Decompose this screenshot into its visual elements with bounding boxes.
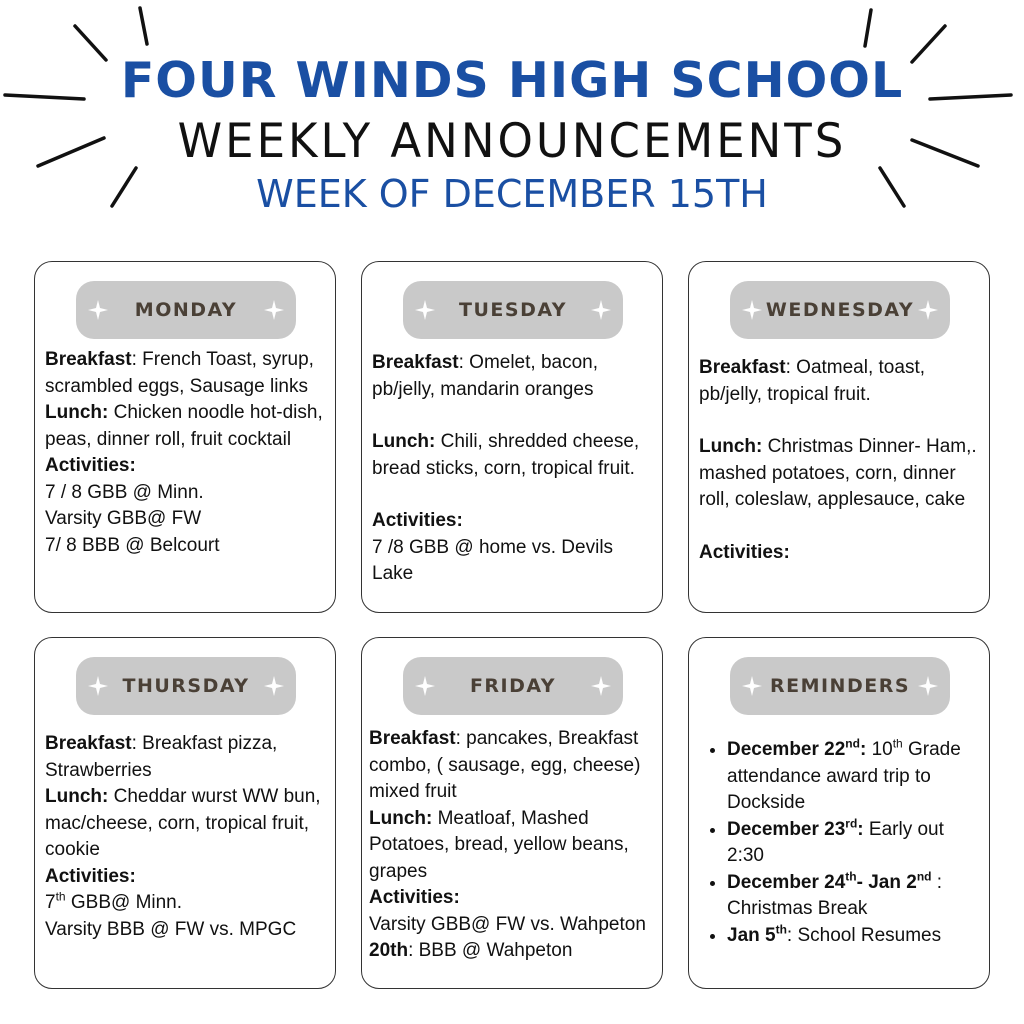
- lunch-text: Cheddar wurst WW bun, mac/cheese, corn, tropical fruit, cookie: [45, 786, 321, 860]
- lunch-text: Chili, shredded cheese, bread sticks, corn, tropical fruit.: [372, 431, 640, 479]
- activity-item: 7 / 8 GBB @ Minn.: [45, 481, 204, 503]
- reminder-item: • December 24th- Jan 2nd : Christmas Break: [727, 870, 985, 923]
- sparkle-icon: [415, 300, 435, 320]
- reminder-item: • Jan 5th: School Resumes: [727, 923, 985, 950]
- breakfast-text: : Breakfast pizza, Strawberries: [45, 733, 278, 781]
- card-tuesday: [361, 261, 663, 613]
- lunch-label: Lunch:: [45, 402, 109, 423]
- card-friday: [361, 637, 663, 989]
- day-pill: [403, 657, 623, 715]
- card-body: [369, 726, 658, 965]
- lunch-label: Lunch:: [369, 807, 433, 829]
- header: [0, 0, 1024, 250]
- sparkle-icon: [918, 300, 938, 320]
- sparkle-icon: [88, 300, 108, 320]
- card-reminders: [688, 637, 990, 989]
- title-pill: [730, 657, 950, 715]
- activity-item: 7/ 8 BBB @ Belcourt: [45, 534, 220, 556]
- card-wednesday: [688, 261, 990, 613]
- lunch-text: Christmas Dinner- Ham,. mashed potatoes, corn, dinner roll, coleslaw, applesauce, cake: [699, 436, 977, 510]
- breakfast-text: : Oatmeal, toast, pb/jelly, tropical fruit.: [699, 357, 926, 405]
- activity-item: 7th GBB@ Minn.: [45, 889, 183, 913]
- day-pill: [76, 657, 296, 715]
- breakfast-text: : pancakes, Breakfast combo, ( sausage, egg, cheese) mixed fruit: [369, 728, 641, 802]
- card-monday: [34, 261, 336, 613]
- reminder-item: • December 22nd: 10th Grade attendance award trip to Dockside: [727, 737, 985, 817]
- sparkle-icon: [918, 676, 938, 696]
- lunch-text: Chicken noodle hot-dish, peas, dinner roll, fruit cocktail: [45, 402, 323, 450]
- page-title: WEEKLY ANNOUNCEMENTS: [177, 112, 847, 169]
- breakfast-label: Breakfast: [45, 349, 132, 370]
- day-pill: [403, 281, 623, 339]
- reminders-label: REMINDERS: [769, 675, 911, 697]
- school-name: FOUR WINDS HIGH SCHOOL: [120, 52, 904, 109]
- card-body: [699, 355, 985, 566]
- day-pill: [76, 281, 296, 339]
- lunch-label: Lunch:: [45, 786, 109, 807]
- card-body: [372, 350, 658, 588]
- lunch-label: Lunch:: [699, 436, 763, 457]
- activity-item: 20th: BBB @ Wahpeton: [369, 940, 573, 961]
- day-label: MONDAY: [134, 299, 238, 321]
- breakfast-label: Breakfast: [372, 352, 459, 373]
- activities-label: Activities:: [45, 455, 136, 476]
- sparkle-icon: [742, 676, 762, 696]
- day-label: THURSDAY: [122, 675, 250, 697]
- sparkle-icon: [742, 300, 762, 320]
- breakfast-label: Breakfast: [699, 357, 786, 378]
- sparkle-icon: [264, 300, 284, 320]
- breakfast-label: Breakfast: [45, 733, 132, 754]
- activity-item: Varsity GBB@ FW vs. Wahpeton: [369, 913, 646, 935]
- activities-label: Activities:: [699, 541, 790, 563]
- lunch-label: Lunch:: [372, 431, 436, 452]
- day-pill: [730, 281, 950, 339]
- day-label: FRIDAY: [469, 675, 557, 697]
- activities-label: Activities:: [369, 887, 460, 908]
- card-body: [45, 347, 331, 559]
- week-subtitle: WEEK OF DECEMBER 15TH: [256, 172, 768, 216]
- card-thursday: [34, 637, 336, 989]
- day-label: TUESDAY: [459, 299, 567, 321]
- activity-item: 7 /8 GBB @ home vs. Devils Lake: [372, 536, 614, 584]
- sparkle-icon: [591, 676, 611, 696]
- activity-item: Varsity GBB@ FW: [45, 508, 202, 529]
- card-body: [45, 731, 331, 943]
- breakfast-label: Breakfast: [369, 728, 456, 749]
- sparkle-icon: [264, 676, 284, 696]
- reminder-item: • December 23rd: Early out 2:30: [727, 817, 985, 870]
- breakfast-text: : Omelet, bacon, pb/jelly, mandarin oranges: [372, 352, 599, 400]
- sparkle-icon: [88, 676, 108, 696]
- activities-label: Activities:: [372, 510, 463, 531]
- activity-item: Varsity BBB @ FW vs. MPGC: [45, 918, 297, 940]
- day-label: WEDNESDAY: [765, 299, 915, 321]
- breakfast-text: : French Toast, syrup, scrambled eggs, Sausage links: [45, 349, 314, 397]
- lunch-text: Meatloaf, Mashed Potatoes, bread, yellow beans, grapes: [369, 807, 629, 882]
- reminders-list: [699, 737, 985, 949]
- sparkle-icon: [415, 676, 435, 696]
- sparkle-icon: [591, 300, 611, 320]
- activities-label: Activities:: [45, 865, 136, 887]
